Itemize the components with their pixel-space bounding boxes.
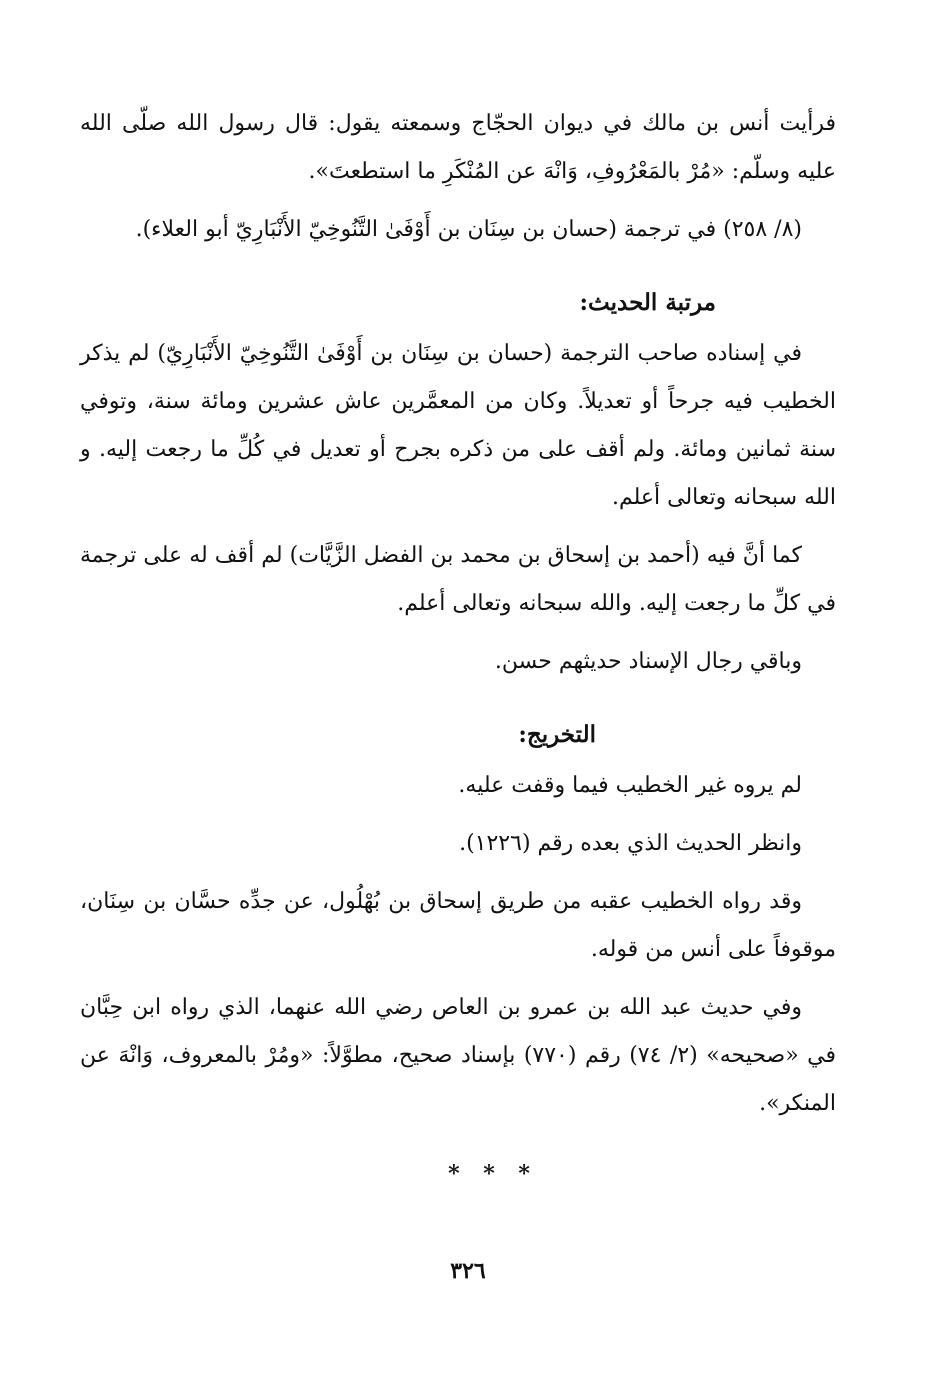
- paragraph-rank-1: في إسناده صاحب الترجمة (حسان بن سِنَان بن أَوْفَىٰ التَّنُوخِيّ الأَنْبَارِيّ) لم يذكر الخطيب فيه جرحاً أو تعديلاً. وكان من المعمَّرين عاش عشرين ومائة سنة، وتوفي سنة ثمانين ومائة. ولم أقف على من ذكره بجرح أو تعديل في كُلِّ ما رجعت إليه. و الله سبحانه وتعالى أعلم.: [80, 341, 836, 510]
- paragraph-takhrij-3: وقد رواه الخطيب عقبه من طريق إسحاق بن بُهْلُول، عن جدِّه حسَّان بن سِنَان، موقوفاً على أنس من قوله.: [80, 889, 836, 962]
- document-page: [80, 100, 836, 1198]
- heading-takhrij: التخريج:: [518, 721, 596, 748]
- paragraph-takhrij-2: وانظر الحديث الذي بعده رقم (١٢٢٦).: [459, 831, 802, 856]
- paragraph-biography-reference: (٨/ ٢٥٨) في ترجمة (حسان بن سِنَان بن أَوْفَىٰ التَّنُوخِيّ الأَنْبَارِيّ أبو العلاء).: [135, 217, 802, 242]
- paragraph-hadith-text: فرأيت أنس بن مالك في ديوان الحجّاج وسمعته يقول: قال رسول الله صلّى الله عليه وسلّم: «مُرْ بالمَعْرُوفِ، وَانْهَ عن المُنْكَرِ ما استطعتَ».: [80, 111, 836, 184]
- section-separator: * * *: [448, 1161, 538, 1187]
- paragraph-rank-2: كما أنَّ فيه (أحمد بن إسحاق بن محمد بن الفضل الزَّيَّات) لم أقف له على ترجمة في كلِّ ما رجعت إليه. والله سبحانه وتعالى أعلم.: [80, 543, 836, 616]
- heading-hadith-rank: مرتبة الحديث:: [579, 289, 716, 316]
- paragraph-takhrij-1: لم يروه غير الخطيب فيما وقفت عليه.: [458, 773, 802, 798]
- page-number: ٣٢٦: [450, 1258, 486, 1284]
- paragraph-takhrij-4: وفي حديث عبد الله بن عمرو بن العاص رضي الله عنهما، الذي رواه ابن حِبَّان في «صحيحه» (٢/ ٧٤) رقم (٧٧٠) بإسناد صحيح، مطوَّلاً: «ومُرْ بالمعروف، وَانْهَ عن المنكر».: [80, 995, 837, 1116]
- paragraph-rank-3: وباقي رجال الإسناد حديثهم حسن.: [494, 649, 802, 674]
